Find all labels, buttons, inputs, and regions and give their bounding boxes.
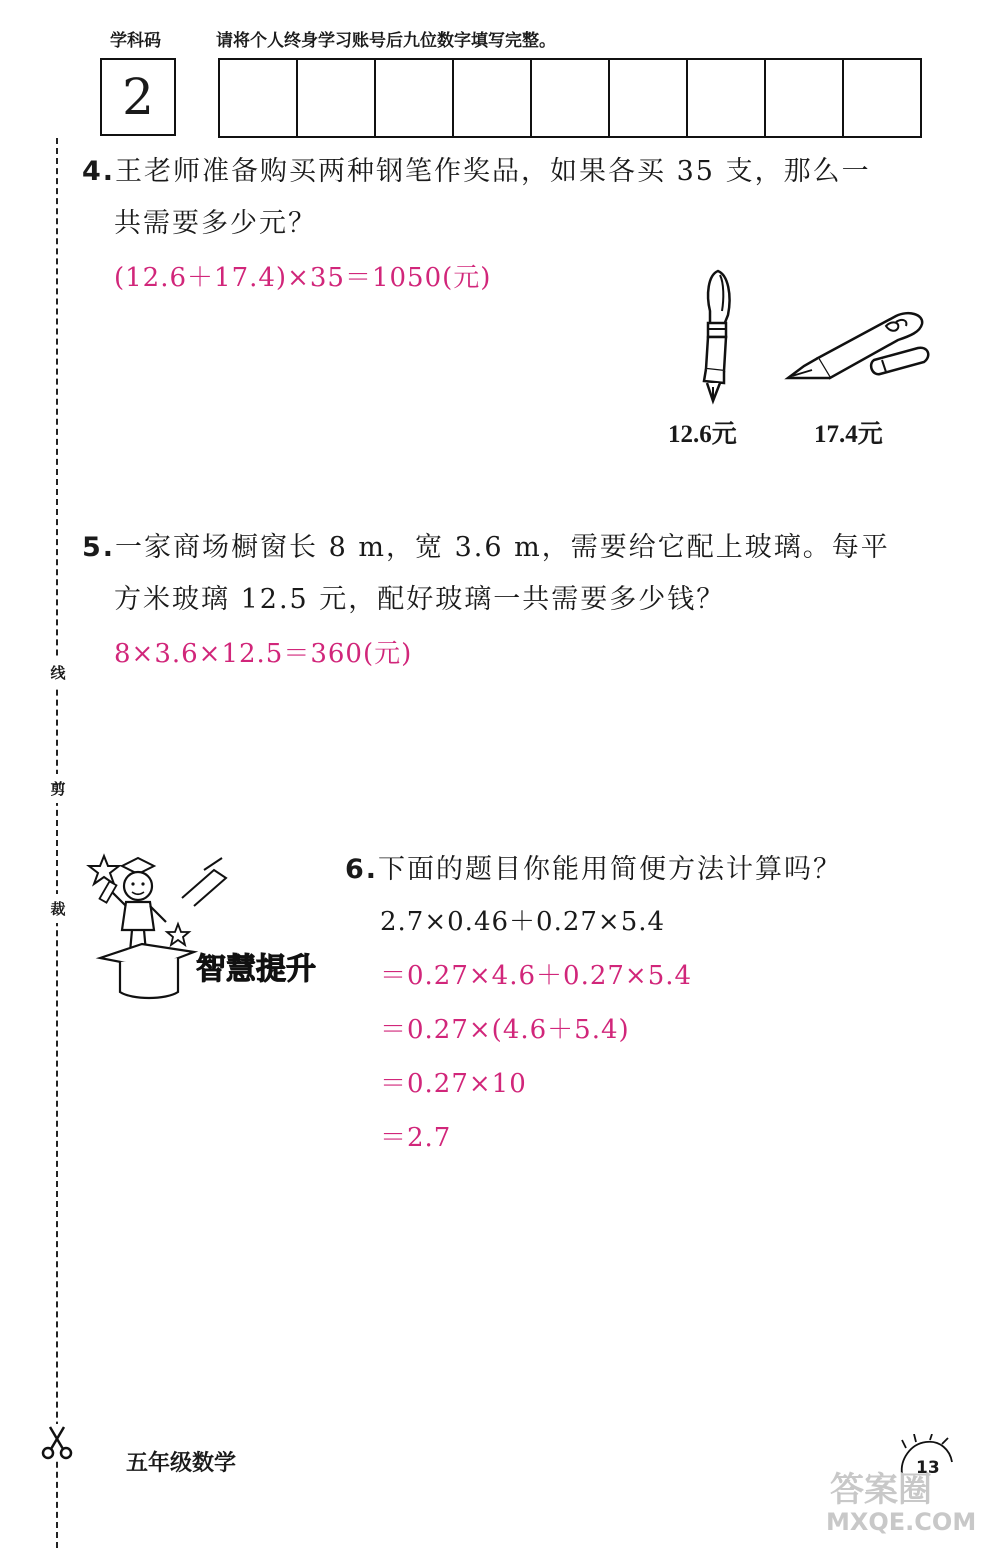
account-digit-boxes xyxy=(218,58,922,138)
question-4-answer: (12.6＋17.4)×35＝1050(元) xyxy=(114,263,492,293)
question-number: 6. xyxy=(345,854,379,885)
question-4-line2: 共需要多少元？ xyxy=(114,208,317,239)
question-6-step-2: ＝0.27×(4.6＋5.4) xyxy=(380,1015,630,1045)
question-6-step-3: ＝0.27×10 xyxy=(380,1069,527,1099)
question-number: 4. xyxy=(82,156,116,187)
account-instruction: 请将个人终身学习账号后九位数字填写完整。 xyxy=(216,31,556,51)
question-text-line1: 一家商场橱窗长 8 m，宽 3.6 m，需要给它配上玻璃。每平 xyxy=(115,532,890,563)
pen-1-price: 12.6元 xyxy=(668,421,737,448)
digit-input-box[interactable] xyxy=(298,60,376,136)
cut-label-line: 线 xyxy=(49,658,67,687)
cut-label-cut: 剪 xyxy=(49,774,67,803)
digit-input-box[interactable] xyxy=(844,60,920,136)
wisdom-badge-text: 智慧提升 xyxy=(196,952,316,987)
question-5-answer: 8×3.6×12.5＝360(元) xyxy=(114,639,413,669)
question-text-line1: 王老师准备购买两种钢笔作奖品，如果各买 35 支，那么一 xyxy=(115,156,871,187)
digit-input-box[interactable] xyxy=(766,60,844,136)
digit-input-box[interactable] xyxy=(532,60,610,136)
scissors-icon xyxy=(40,1424,74,1460)
digit-input-box[interactable] xyxy=(454,60,532,136)
digit-input-box[interactable] xyxy=(688,60,766,136)
pen-2-price: 17.4元 xyxy=(814,421,883,448)
question-5 xyxy=(82,522,952,574)
question-6-step-4: ＝2.7 xyxy=(380,1123,452,1153)
question-4 xyxy=(82,146,952,198)
question-6-step-1: ＝0.27×4.6＋0.27×5.4 xyxy=(380,961,693,991)
question-6-expression: 2.7×0.46＋0.27×5.4 xyxy=(380,907,666,937)
footer-book-title: 五年级数学 xyxy=(126,1451,237,1476)
cut-dashed-line xyxy=(56,138,58,1548)
subject-code-box: 2 xyxy=(100,58,176,136)
cartridge-pen-icon xyxy=(778,300,938,390)
question-5-line2: 方米玻璃 12.5 元，配好玻璃一共需要多少钱？ xyxy=(114,584,726,615)
page-number: 13 xyxy=(916,1458,940,1478)
watermark-logo: 答案圈 xyxy=(830,1470,932,1510)
fountain-pen-icon xyxy=(680,265,750,425)
digit-input-box[interactable] xyxy=(220,60,298,136)
digit-input-box[interactable] xyxy=(610,60,688,136)
question-6 xyxy=(345,844,965,896)
question-text: 下面的题目你能用简便方法计算吗？ xyxy=(378,854,843,885)
digit-input-box[interactable] xyxy=(376,60,454,136)
question-number: 5. xyxy=(82,532,116,563)
cut-label-trim: 裁 xyxy=(49,894,67,923)
watermark-url: MXQE.COM xyxy=(826,1508,977,1536)
subject-code-label: 学科码 xyxy=(110,31,161,51)
